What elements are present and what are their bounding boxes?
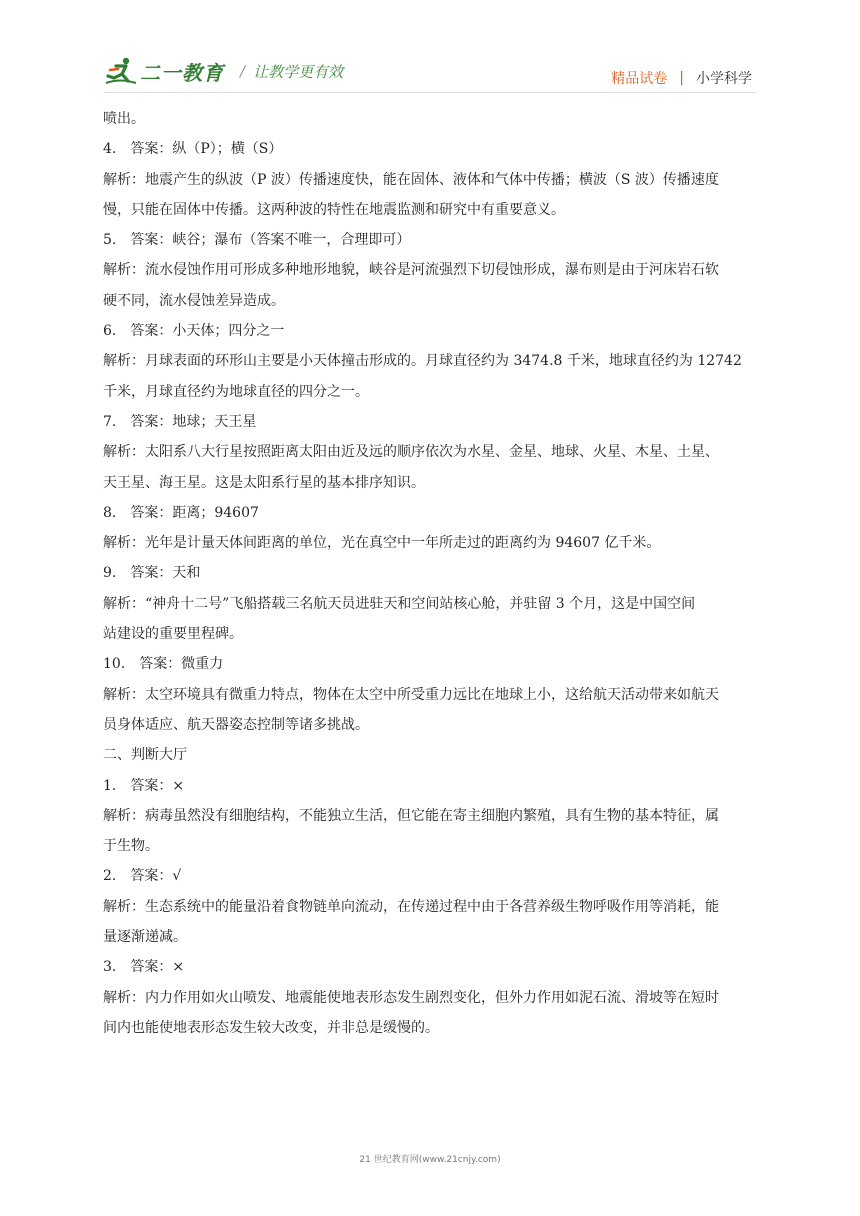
- explanation-line: 千米，月球直径约为地球直径的四分之一。: [103, 383, 369, 400]
- page-footer: 21 世纪教育网(www.21cnjy.com): [359, 1155, 501, 1165]
- answer-line: 5. 答案：峡谷；瀑布（答案不唯一，合理即可）: [103, 232, 411, 249]
- explanation-line: 于生物。: [103, 838, 159, 855]
- explanation-line: 解析：“神舟十二号”飞船搭载三名航天员进驻天和空间站核心舱，并驻留 3 个月，这是中国空间: [103, 595, 696, 612]
- runner-logo-icon: [104, 56, 138, 86]
- answer-line: 3. 答案：×: [103, 959, 185, 976]
- logo: [104, 56, 343, 86]
- explanation-line: 解析：流水侵蚀作用可形成多种地形地貌，峡谷是河流强烈下切侵蚀形成，瀑布则是由于河床岩石软: [103, 262, 719, 279]
- explanation-line: 硬不同，流水侵蚀差异造成。: [103, 292, 285, 309]
- tag-separator: |: [679, 70, 684, 86]
- explanation-line: 解析：病毒虽然没有细胞结构，不能独立生活，但它能在寄主细胞内繁殖，具有生物的基本特征，属: [103, 807, 719, 824]
- answer-line: 7. 答案：地球；天王星: [103, 413, 257, 430]
- explanation-line: 站建设的重要里程碑。: [103, 626, 243, 643]
- logo-text: 二一教育: [140, 60, 224, 85]
- explanation-line: 间内也能使地表形态发生较大改变，并非总是缓慢的。: [103, 1019, 439, 1036]
- slogan: 让教学更有效: [253, 62, 344, 81]
- explanation-line: 量逐渐递减。: [103, 929, 187, 946]
- answer-line: 10. 答案：微重力: [103, 656, 224, 673]
- explanation-line: 员身体适应、航天器姿态控制等诸多挑战。: [103, 716, 369, 733]
- answer-line: 2. 答案：√: [103, 868, 182, 885]
- text-line: 喷出。: [103, 111, 145, 127]
- explanation-line: 解析：太阳系八大行星按照距离太阳由近及远的顺序依次为水星、金星、地球、火星、木星、土星、: [103, 444, 719, 461]
- slogan-separator: /: [240, 62, 246, 80]
- answer-line: 4. 答案：纵（P）；横（S）: [103, 141, 283, 158]
- explanation-line: 解析：地震产生的纵波（P 波）传播速度快，能在固体、液体和气体中传播；横波（S 波）传播速度: [103, 171, 719, 188]
- tag-quality: 精品试卷: [611, 71, 668, 87]
- explanation-line: 慢，只能在固体中传播。这两种波的特性在地震监测和研究中有重要意义。: [103, 201, 565, 218]
- header-tags: [611, 68, 752, 88]
- explanation-line: 解析：光年是计量天体间距离的单位，光在真空中一年所走过的距离约为 94607 亿千米。: [103, 535, 661, 552]
- answer-line: 1. 答案：×: [103, 777, 185, 794]
- tag-subject: 小学科学: [696, 71, 752, 87]
- explanation-line: 解析：月球表面的环形山主要是小天体撞击形成的。月球直径约为 3474.8 千米，地球直径约为 12742: [103, 353, 742, 370]
- answer-line: 6. 答案：小天体；四分之一: [103, 323, 285, 340]
- answer-line: 9. 答案：天和: [103, 565, 201, 582]
- explanation-line: 解析：太空环境具有微重力特点，物体在太空中所受重力远比在地球上小，这给航天活动带来如航天: [103, 686, 719, 703]
- answer-content: [103, 104, 763, 1043]
- explanation-line: 天王星、海王星。这是太阳系行星的基本排序知识。: [103, 474, 425, 491]
- explanation-line: 解析：内力作用如火山喷发、地震能使地表形态发生剧烈变化，但外力作用如泥石流、滑坡等在短时: [103, 989, 719, 1006]
- answer-line: 8. 答案：距离；94607: [103, 504, 259, 521]
- explanation-line: 解析：生态系统中的能量沿着食物链单向流动，在传递过程中由于各营养级生物呼吸作用等消耗，能: [103, 898, 719, 915]
- header-divider: [104, 92, 756, 93]
- section-heading: 二、判断大厅: [103, 747, 187, 764]
- page-header: [0, 0, 860, 100]
